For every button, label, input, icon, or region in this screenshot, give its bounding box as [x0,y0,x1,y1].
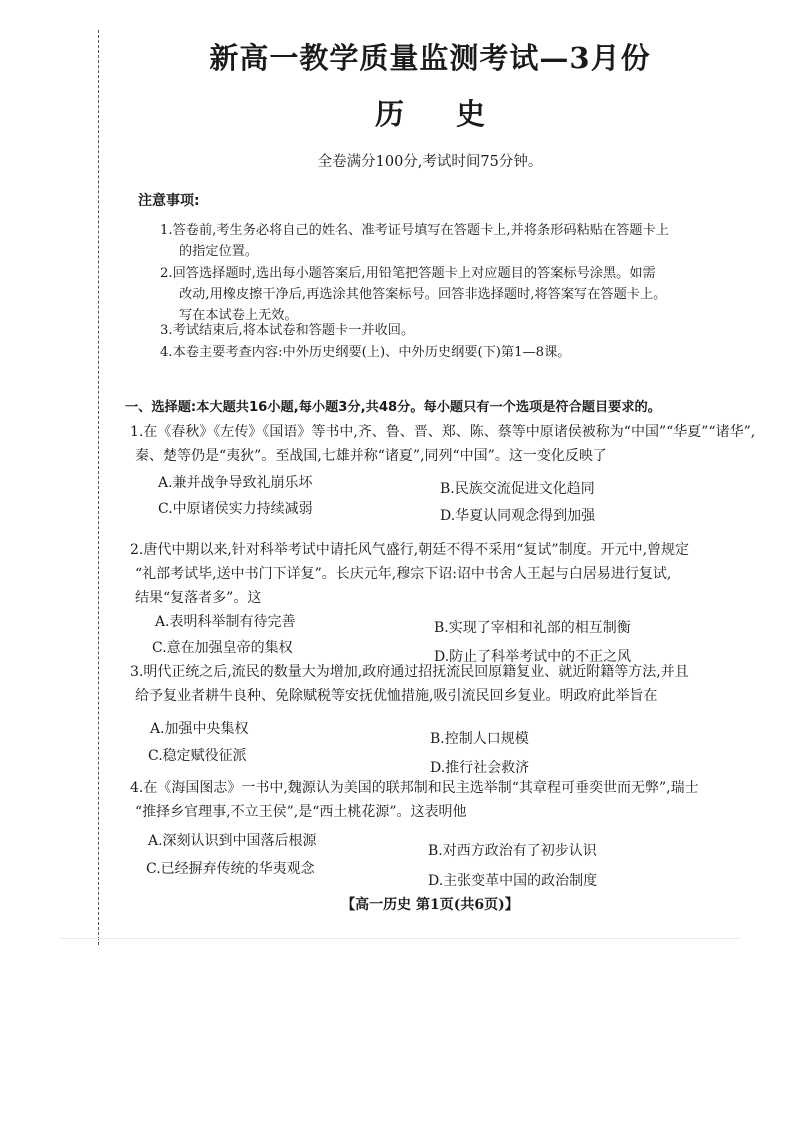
q4-option-b: B.对西方政治有了初步认识 [428,843,597,859]
question-line: 4.在《海国图志》一书中,魏源认为美国的联邦制和民主选举制“其章程可垂奕世而无弊”,瑞士 [130,780,699,796]
notice-line: 2.回答选择题时,选出每小题答案后,用铅笔把答题卡上对应题目的答案标号涂黑。如需 [160,266,656,281]
question-line: 秦、楚等仍是“夷狄”。至战国,七雄并称“诸夏”,同列“中国”。这一变化反映了 [135,448,607,464]
q4-option-d: D.主张变革中国的政治制度 [428,873,598,889]
notice-line: 改动,用橡皮擦干净后,再选涂其他答案标号。回答非选择题时,将答案写在答题卡上。 [179,287,667,302]
question-line: 结果“复落者多”。这 [135,590,262,606]
q3-option-a: A.加强中央集权 [150,721,249,737]
q2-option-a: A.表明科举制有待完善 [155,614,296,630]
q2-option-c: C.意在加强皇帝的集权 [152,640,293,656]
notice-item-1 [160,220,720,262]
question-line: 1.在《春秋》《左传》《国语》等书中,齐、鲁、晋、郑、陈、蔡等中原诸侯被称为“中国”“华夏”“诸华”, [130,424,756,440]
q4-option-c: C.已经摒弃传统的华夷观念 [146,861,315,877]
notice-item-3 [160,320,720,341]
notice-line: 的指定位置。 [179,244,259,259]
q2-option-d: D.防止了科举考试中的不正之风 [434,649,632,665]
question-line: 3.明代正统之后,流民的数量大为增加,政府通过招抚流民回原籍复业、就近附籍等方法,并且 [130,664,689,680]
q4-option-a: A.深刻认识到中国落后根源 [148,833,317,849]
notice-line: 写在本试卷上无效。 [179,308,298,323]
q1-option-d: D.华夏认同观念得到加强 [440,508,596,524]
notice-line: 3.考试结束后,将本试卷和答题卡一并收回。 [160,323,415,338]
notice-line: 4.本卷主要考查内容:中外历史纲要(上)、中外历史纲要(下)第1—8课。 [160,345,571,360]
q3-option-b: B.控制人口规模 [430,731,529,747]
question-4 [130,776,730,824]
q1-option-c: C.中原诸侯实力持续减弱 [158,501,313,517]
exam-title: 新高一教学质量监测考试—3月份 [209,41,651,75]
question-line: “礼部考试毕,送中书门下详复”。长庆元年,穆宗下诏:诏中书舍人王起与白居易进行复试, [135,566,672,582]
q2-option-b: B.实现了宰相和礼部的相互制衡 [434,620,631,636]
notice-line: 1.答卷前,考生务必将自己的姓名、准考证号填写在答题卡上,并将条形码粘贴在答题卡上 [160,223,669,238]
q3-option-c: C.稳定赋役征派 [148,748,247,764]
question-line: 给予复业者耕牛良种、免除赋税等安抚优恤措施,吸引流民回乡复业。明政府此举旨在 [135,688,658,704]
question-1 [130,420,756,468]
subject-title: 历史 [374,97,537,131]
q3-option-d: D.推行社会救济 [430,760,530,776]
notice-title: 注意事项: [138,193,200,209]
notice-item-2 [160,263,720,326]
score-time-line: 全卷满分100分,考试时间75分钟。 [317,154,543,170]
notice-item-4 [160,342,720,363]
page-footer: 【高一历史 第1页(共6页)】 [341,897,519,913]
q1-option-b: B.民族交流促进文化趋同 [440,481,595,497]
q1-option-a: A.兼并战争导致礼崩乐坏 [158,475,313,491]
question-3 [130,660,730,708]
question-line: 2.唐代中期以来,针对科举考试中请托风气盛行,朝廷不得不采用“复试”制度。开元中,曾规定 [130,542,690,558]
scan-edge-line [60,938,740,939]
question-line: “推择乡官理事,不立王侯”,是“西土桃花源”。这表明他 [135,804,467,820]
question-2 [130,538,730,610]
section-heading: 一、选择题:本大题共16小题,每小题3分,共48分。每小题只有一个选项是符合题目要求的。 [125,400,661,415]
binding-dashed-line [98,30,99,945]
